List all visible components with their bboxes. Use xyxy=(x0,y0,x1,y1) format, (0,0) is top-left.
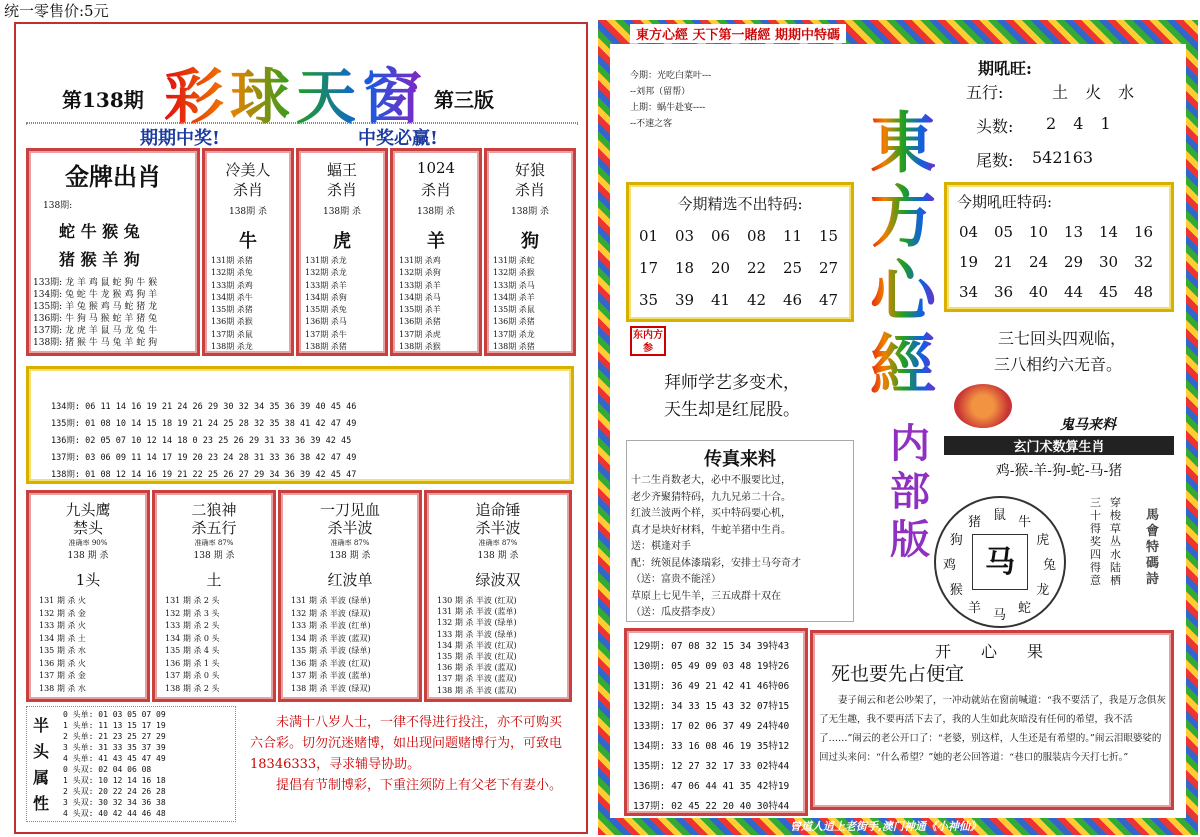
dial-zodiac: 羊 xyxy=(968,601,982,617)
stamp: 东内方参 xyxy=(630,326,666,356)
bottom-subtitle: 杀半波 xyxy=(327,519,373,537)
bottom-subtitle: 杀五行 xyxy=(191,519,237,537)
number-cell: 36 xyxy=(994,283,1014,301)
number-cell: 44 xyxy=(1064,283,1084,301)
history-row: 130期: 05 49 09 03 48 19特26 xyxy=(633,661,790,672)
bottom-title: 追命锤 xyxy=(475,501,521,519)
bottom-rate: 准确率 87% xyxy=(194,539,234,547)
issue-label: 第138期 xyxy=(62,88,144,112)
number-cell: 42 xyxy=(747,291,767,309)
fax-title: 传真来料 xyxy=(704,449,776,470)
kill-row: 134期 杀马 xyxy=(399,292,441,302)
number-cell: 21 xyxy=(994,253,1014,271)
number-cell: 34 xyxy=(959,283,979,301)
mid-poem xyxy=(664,370,800,424)
bottom-rate: 准确率 87% xyxy=(478,539,518,547)
bottom-row: 138 期 杀 半波 (绿双) xyxy=(291,683,371,693)
big-title-char: 方 xyxy=(870,178,936,256)
story-title: 死也要先占便宜 xyxy=(831,663,965,685)
number-cell: 20 xyxy=(711,259,731,277)
bottom-title: 九头鹰 xyxy=(65,501,111,519)
bottom-row: 135 期 杀 半波 (绿单) xyxy=(291,646,371,655)
kill-history xyxy=(211,255,253,353)
bottom-row: 137 期 杀 半波 (蓝双) xyxy=(437,674,517,684)
kill-row: 132期 杀龙 xyxy=(305,268,347,278)
bottom-row: 130 期 杀 半波 (红双) xyxy=(437,596,517,605)
gold-period: 138期: xyxy=(43,201,73,211)
kill-row: 138期 杀猪 xyxy=(493,342,535,352)
bottom-history xyxy=(291,595,371,695)
half-head-row: 3 头双: 30 32 34 36 38 xyxy=(63,798,166,807)
kill-row: 131期 杀猪 xyxy=(211,256,253,265)
hot-title: 今期吼旺特码: xyxy=(957,193,1053,211)
sub-title xyxy=(880,420,940,564)
bottom-period: 138 期 杀 xyxy=(193,551,235,561)
kill-row: 134期 杀牛 xyxy=(211,292,253,302)
number-cell: 29 xyxy=(1064,253,1084,271)
no-choose-title: 今期精选不出特码: xyxy=(677,195,803,213)
number-cell: 11 xyxy=(783,227,803,245)
kill-row: 138期 杀龙 xyxy=(211,342,253,352)
bottom-history xyxy=(437,595,517,696)
number-cell: 25 xyxy=(783,259,803,277)
dial-zodiac: 猴 xyxy=(949,583,963,598)
kill-row: 134期 杀羊 xyxy=(493,292,535,302)
history-row: 137期: 02 45 22 20 40 30特44 xyxy=(633,801,790,812)
kill-row: 135期 杀猪 xyxy=(211,305,253,315)
hot-box xyxy=(944,182,1174,312)
kill-row: 134期 杀狗 xyxy=(305,292,347,302)
wang-title: 期吼旺: xyxy=(978,59,1032,78)
bottom-row: 133 期 杀 火 xyxy=(39,621,86,630)
bottom-row: 135 期 杀 4 头 xyxy=(165,646,220,655)
label-char: 性 xyxy=(33,794,50,813)
bottom-period: 138 期 杀 xyxy=(67,551,109,561)
number-row: 136期: 02 05 07 10 12 14 18 0 23 25 26 29 31 33 36 39 42 45 xyxy=(51,436,352,446)
bottom-box xyxy=(424,490,572,702)
mid-poem-line: 拜师学艺多变术， xyxy=(664,373,800,393)
kill-title: 蝠王 xyxy=(326,161,357,179)
gold-line2: 猪 猴 羊 狗 xyxy=(59,250,140,269)
story-body: 妻子闹云和老公吵架了，一冲动就站在窗前喊道：“我不要活了，我是万念俱灰了无生趣，我不要再活下去了，我的人生如此灰暗没有任何的希望，我不活了……”闹云的老公开口了：“老婆，别这样，人生还是有希望的。”闹云泪眼婆娑的回过头来问：“什么希望？”她的老公回答道：“巷口的服装店今天打七折。” xyxy=(819,695,1166,763)
number-cell: 10 xyxy=(1029,223,1049,241)
bottom-row: 131 期 杀 2 头 xyxy=(165,596,220,605)
kill-value: 牛 xyxy=(239,231,257,252)
xuanmen-title: 玄门术数算生肖 xyxy=(944,436,1174,455)
number-cell: 17 xyxy=(639,259,659,277)
slogan-right: 中奖必赢! xyxy=(358,128,438,149)
ts-label: 头数: xyxy=(976,117,1014,136)
mid-poem-line: 天生却是红屁股。 xyxy=(664,400,800,420)
kill-row: 131期 杀蛇 xyxy=(493,256,535,265)
dial-zodiac: 马 xyxy=(993,608,1007,623)
number-cell: 06 xyxy=(711,227,731,245)
half-head-row: 2 头双: 20 22 24 26 28 xyxy=(63,787,166,796)
half-head-label xyxy=(33,713,53,817)
bottom-period: 138 期 杀 xyxy=(477,551,519,561)
number-cell: 48 xyxy=(1134,283,1154,301)
kill-row: 136期 杀猴 xyxy=(211,317,253,327)
half-head-box xyxy=(26,706,236,822)
tiger-icon xyxy=(954,384,1012,428)
riddle-box xyxy=(630,68,790,132)
no-choose-box xyxy=(626,182,854,322)
hot-poem-line: 三八相约六无音。 xyxy=(994,355,1123,374)
number-cell: 01 xyxy=(639,227,659,245)
bottom-row: 135 期 杀 水 xyxy=(39,646,86,655)
bottom-row: 138 期 杀 水 xyxy=(39,683,86,693)
number-cell: 45 xyxy=(1099,283,1119,301)
bottom-row: 134 期 杀 土 xyxy=(39,633,86,643)
bottom-row: 133 期 杀 2 头 xyxy=(165,621,220,630)
kill-row: 137期 杀牛 xyxy=(305,329,347,339)
dial-zodiac: 鸡 xyxy=(943,558,957,573)
vertical-line: 三十得奖四得意 xyxy=(1090,496,1101,587)
kill-title: 冷美人 xyxy=(225,161,271,179)
history-row: 135期: 12 27 32 17 33 02特44 xyxy=(633,761,790,772)
number-row: 138期: 01 08 12 14 16 19 21 22 25 26 27 29 34 36 39 42 45 47 xyxy=(51,470,357,480)
kill-box xyxy=(484,148,576,356)
right-footer: 曾道人逍上老街手,澳门神通《小神仙》 xyxy=(790,820,981,833)
bottom-title: 二狼神 xyxy=(191,501,237,519)
number-cell: 04 xyxy=(959,223,979,241)
dial-zodiac: 鼠 xyxy=(993,508,1007,523)
vertical-line: 穿梭草丛水陆栖 xyxy=(1110,496,1121,587)
bottom-box xyxy=(152,490,276,702)
number-cell: 30 xyxy=(1099,253,1119,271)
number-cell: 24 xyxy=(1029,253,1049,271)
history-row: 131期: 36 49 21 42 41 46特06 xyxy=(633,681,790,692)
kill-value: 狗 xyxy=(521,231,539,252)
half-head-row: 0 头单: 01 03 05 07 09 xyxy=(63,710,166,719)
ws-value: 542163 xyxy=(1032,148,1094,167)
bottom-row: 132 期 杀 半波 (绿双) xyxy=(291,608,371,618)
history-rows xyxy=(633,637,789,817)
big-title xyxy=(866,106,940,402)
gold-title: 金牌出肖 xyxy=(65,162,161,191)
bottom-row: 136 期 杀 半波 (蓝双) xyxy=(437,663,517,673)
bottom-row: 131 期 杀 半波 (绿单) xyxy=(291,596,371,605)
bottom-box xyxy=(26,490,150,702)
kill-row: 133期 杀羊 xyxy=(305,280,347,290)
bottom-value: 1头 xyxy=(75,571,101,589)
dial-zodiac: 虎 xyxy=(1036,533,1050,548)
number-row: 137期: 03 06 09 11 14 17 19 20 23 24 28 31 33 36 38 42 47 49 xyxy=(51,453,357,463)
gold-history xyxy=(33,277,197,349)
number-cell: 03 xyxy=(675,227,695,245)
gold-row: 134期: 兔 蛇 牛 龙 猴 鸡 狗 羊 xyxy=(33,290,158,300)
half-head-row: 2 头单: 21 23 25 27 29 xyxy=(63,732,166,741)
sub-title-char: 部 xyxy=(890,468,930,515)
fax-lines xyxy=(631,473,853,622)
wx-value: 土 火 水 xyxy=(1052,83,1141,102)
fax-line: 送：棋逢对手 xyxy=(631,541,691,552)
number-cell: 22 xyxy=(747,259,767,277)
kill-row: 137期 杀鼠 xyxy=(211,329,253,339)
gold-pick-box xyxy=(26,148,200,356)
kill-box xyxy=(202,148,294,356)
half-head-row: 4 头单: 41 43 45 47 49 xyxy=(63,754,166,763)
bottom-rate: 准确率 87% xyxy=(330,539,370,547)
bottom-row: 132 期 杀 金 xyxy=(39,608,86,618)
kill-row: 138期 杀猴 xyxy=(399,342,441,352)
ws-label: 尾数: xyxy=(976,151,1014,170)
kill-title: 1024 xyxy=(416,159,456,177)
kill-history xyxy=(399,255,441,353)
big-title-char: 經 xyxy=(870,326,936,404)
number-cell: 14 xyxy=(1099,223,1119,241)
bottom-subtitle: 禁头 xyxy=(72,519,103,537)
number-rows xyxy=(51,399,356,484)
kill-row: 132期 杀兔 xyxy=(211,268,253,278)
bottom-row: 138 期 杀 半波 (蓝双) xyxy=(437,685,517,695)
bottom-title: 一刀见血 xyxy=(319,501,380,519)
bottom-row: 137 期 杀 0 头 xyxy=(165,671,220,680)
kill-row: 137期 杀龙 xyxy=(493,329,535,339)
number-row: 135期: 01 08 10 14 15 18 19 21 24 25 28 32 35 38 41 42 47 49 xyxy=(51,419,357,429)
bottom-row: 133 期 杀 半波 (红单) xyxy=(291,621,371,630)
bottom-value: 红波单 xyxy=(327,571,373,589)
slogan-left: 期期中奖! xyxy=(140,128,220,149)
kill-history xyxy=(305,255,347,353)
kill-row: 136期 杀猪 xyxy=(493,317,535,327)
number-cell: 16 xyxy=(1134,223,1154,241)
xuanmen-box xyxy=(944,436,1174,486)
number-rows-box xyxy=(26,366,574,484)
fax-line: 草原上七见牛羊，三五成群十双在 xyxy=(631,590,781,602)
number-cell: 35 xyxy=(639,291,659,309)
half-head-rows xyxy=(63,709,166,819)
left-header xyxy=(26,46,578,133)
kill-box xyxy=(390,148,482,356)
label-char: 头 xyxy=(33,742,50,761)
kill-subtitle: 杀肖 xyxy=(420,181,451,199)
gold-line1: 蛇 牛 猴 兔 xyxy=(59,222,140,241)
big-title-char: 東 xyxy=(870,104,936,182)
number-cell: 27 xyxy=(819,259,839,277)
notice-line2: 提倡有节制博彩，下重注须防上有父老下有妻小。 xyxy=(276,778,563,793)
brand-label: 鬼马来料 xyxy=(1060,417,1116,433)
bottom-row: 131 期 杀 半波 (蓝单) xyxy=(437,607,517,617)
bottom-row: 131 期 杀 火 xyxy=(39,596,86,605)
vertical-poem xyxy=(1090,496,1140,596)
bottom-subtitle: 杀半波 xyxy=(475,519,521,537)
gold-row: 135期: 羊 兔 猴 鸡 马 蛇 猪 龙 xyxy=(33,302,158,312)
bottom-row: 137 期 杀 金 xyxy=(39,671,86,680)
kill-title: 好狼 xyxy=(514,161,545,179)
kill-row: 133期 杀鸡 xyxy=(211,280,253,290)
number-cell: 47 xyxy=(819,291,839,309)
label-char: 属 xyxy=(33,768,50,787)
zodiac-dial xyxy=(934,496,1066,628)
dial-zodiac: 猪 xyxy=(968,514,982,530)
history-row: 129期: 07 08 32 15 34 39特43 xyxy=(633,641,790,652)
gold-row: 136期: 牛 狗 马 猴 蛇 羊 猪 兔 xyxy=(33,314,158,324)
kill-row: 136期 杀马 xyxy=(305,317,347,327)
kill-row: 132期 杀狗 xyxy=(399,268,441,278)
bottom-period: 138 期 杀 xyxy=(329,551,371,561)
story-tag: 开心果 xyxy=(935,642,1074,661)
big-title-chars xyxy=(866,106,940,402)
kill-row: 131期 杀龙 xyxy=(305,256,347,265)
half-head-row: 4 头双: 40 42 44 46 48 xyxy=(63,809,166,818)
header-divider xyxy=(26,122,578,124)
number-cell: 15 xyxy=(819,227,839,245)
half-head-row: 3 头单: 31 33 35 37 39 xyxy=(63,743,166,752)
kill-period: 138期 杀 xyxy=(322,207,362,217)
number-cell: 32 xyxy=(1134,253,1154,271)
riddle-line: --不速之客 xyxy=(630,119,673,129)
bottom-row: 134 期 杀 半波 (红双) xyxy=(437,640,517,650)
wang-box xyxy=(966,54,1178,170)
dial-zodiac: 牛 xyxy=(1018,514,1032,530)
hot-poem-line: 三七回头四观临， xyxy=(998,329,1127,348)
bottom-row: 133 期 杀 半波 (绿单) xyxy=(437,629,517,639)
half-head-row: 1 头双: 10 12 14 16 18 xyxy=(63,776,166,785)
kill-row: 137期 杀虎 xyxy=(399,329,441,339)
gold-row: 138期: 猪 猴 牛 马 兔 羊 蛇 狗 xyxy=(33,338,158,348)
fax-box xyxy=(626,440,854,622)
dial-zodiac: 龙 xyxy=(1036,583,1050,598)
kill-row: 132期 杀猴 xyxy=(493,268,535,278)
dial-zodiac: 蛇 xyxy=(1018,601,1032,617)
number-cell: 13 xyxy=(1064,223,1084,241)
kill-row: 136期 杀猪 xyxy=(399,317,441,327)
right-banner: 東方心經 天下第一賭經 期期中特碼 xyxy=(630,24,846,43)
half-head-row: 1 头单: 11 13 15 17 19 xyxy=(63,721,166,730)
kill-row: 133期 杀马 xyxy=(493,280,535,290)
history-box xyxy=(624,628,808,816)
bottom-history xyxy=(39,595,86,695)
number-row: 134期: 06 11 14 16 19 21 24 26 29 30 32 34 35 36 39 40 45 46 xyxy=(51,402,357,412)
number-cell: 39 xyxy=(675,291,695,309)
bottom-row: 134 期 杀 0 头 xyxy=(165,633,220,643)
bottom-row: 132 期 杀 3 头 xyxy=(165,608,220,618)
bottom-history xyxy=(165,595,220,695)
notice-text xyxy=(250,712,572,796)
number-cell: 18 xyxy=(675,259,695,277)
number-cell: 46 xyxy=(783,291,803,309)
ma-label: 馬會特碼詩 xyxy=(1146,508,1160,587)
dial-zodiac: 狗 xyxy=(949,533,963,548)
kill-row: 135期 杀鼠 xyxy=(493,305,535,315)
sub-title-char: 版 xyxy=(890,516,930,563)
kill-row: 133期 杀羊 xyxy=(399,280,441,290)
fax-line: 真才是块好材料，牛蛇羊猪中生肖。 xyxy=(631,524,791,536)
story-box xyxy=(810,630,1174,810)
bottom-value: 土 xyxy=(206,571,222,589)
kill-history xyxy=(493,255,535,353)
gold-row: 133期: 龙 羊 鸡 鼠 蛇 狗 牛 猴 xyxy=(33,278,158,288)
label-char: 半 xyxy=(33,716,50,735)
bottom-row: 135 期 杀 半波 (红双) xyxy=(437,652,517,662)
dial-zodiac: 兔 xyxy=(1043,558,1057,573)
wx-label: 五行: xyxy=(966,83,1004,102)
history-row: 134期: 33 16 08 46 19 35特12 xyxy=(633,741,790,752)
ts-value: 2 4 1 xyxy=(1046,114,1117,133)
notice-line1: 未满十八岁人士，一律不得进行投注，亦不可购买六合彩。切勿沉迷赌博，如出现问题赌博行为，可致电18346333，寻求辅导协助。 xyxy=(250,715,563,772)
kill-value: 虎 xyxy=(333,231,351,252)
sub-title-char: 内 xyxy=(890,420,930,467)
bottom-row: 136 期 杀 1 头 xyxy=(165,658,220,668)
kill-subtitle: 杀肖 xyxy=(232,181,263,199)
bottom-value: 绿波双 xyxy=(475,571,521,589)
bottom-row: 132 期 杀 半波 (绿单) xyxy=(437,618,517,628)
riddle-line: 上期：蜗牛赴宴---- xyxy=(630,103,706,113)
history-row: 133期: 17 02 06 37 49 24特40 xyxy=(633,721,790,732)
kill-period: 138期 杀 xyxy=(510,207,550,217)
kill-subtitle: 杀肖 xyxy=(326,181,357,199)
kill-row: 135期 杀羊 xyxy=(399,305,441,315)
gold-row: 137期: 龙 虎 羊 鼠 马 龙 兔 牛 xyxy=(33,326,158,336)
kill-row: 135期 杀兔 xyxy=(305,305,347,315)
bottom-rate: 准确率 90% xyxy=(68,539,108,547)
half-head-row: 0 头双: 02 04 06 08 xyxy=(63,765,152,774)
bottom-box xyxy=(278,490,422,702)
bottom-row: 136 期 杀 半波 (红双) xyxy=(291,658,371,668)
kill-box xyxy=(296,148,388,356)
hot-poem xyxy=(994,326,1127,378)
price-label: 统一零售价:5元 xyxy=(4,2,109,20)
riddle-line: 今期：光吃白菜叶--- xyxy=(630,71,712,81)
bottom-row: 136 期 杀 火 xyxy=(39,658,86,668)
number-cell: 40 xyxy=(1029,283,1049,301)
sub-title-chars xyxy=(880,420,940,564)
xuanmen-line: 鸡-猴-羊-狗-蛇-马-猪 xyxy=(995,463,1123,479)
number-cell: 41 xyxy=(711,291,731,309)
bottom-row: 134 期 杀 半波 (蓝双) xyxy=(291,633,371,643)
dial-center: 马 xyxy=(972,534,1028,590)
number-cell: 05 xyxy=(994,223,1014,241)
kill-row: 138期 杀猪 xyxy=(305,342,347,352)
edition-label: 第三版 xyxy=(434,88,494,112)
fax-line: 十二生肖数老大，必中不服要比过， xyxy=(631,475,791,486)
riddle-line: --刘邦（留帮） xyxy=(630,87,691,97)
number-cell: 08 xyxy=(747,227,767,245)
kill-period: 138期 杀 xyxy=(416,207,456,217)
history-row: 132期: 34 33 15 43 32 07特15 xyxy=(633,701,790,712)
fax-line: 配：统领昆体漆瑞彩，安排士马夸奇才 xyxy=(631,557,801,569)
big-title-char: 心 xyxy=(870,252,936,330)
kill-subtitle: 杀肖 xyxy=(514,181,545,199)
bottom-row: 138 期 杀 2 头 xyxy=(165,683,220,693)
kill-value: 羊 xyxy=(427,231,445,252)
fax-line: （送：瓜皮搭李皮） xyxy=(631,607,721,618)
kill-period: 138期 杀 xyxy=(228,207,268,217)
fax-line: 红波兰波两个样，买中特码要心机， xyxy=(631,508,791,519)
fax-line: 老少齐聚猜特码，九九兄弟二十合。 xyxy=(631,491,791,503)
kill-row: 131期 杀鸡 xyxy=(399,256,441,265)
number-cell: 19 xyxy=(959,253,979,271)
main-title: 彩球天窗 xyxy=(164,50,428,136)
fax-line: （送：富贵不能淫） xyxy=(631,574,721,585)
bottom-row: 137 期 杀 半波 (蓝单) xyxy=(291,671,371,680)
history-row: 136期: 47 06 44 41 35 42特19 xyxy=(633,781,790,792)
